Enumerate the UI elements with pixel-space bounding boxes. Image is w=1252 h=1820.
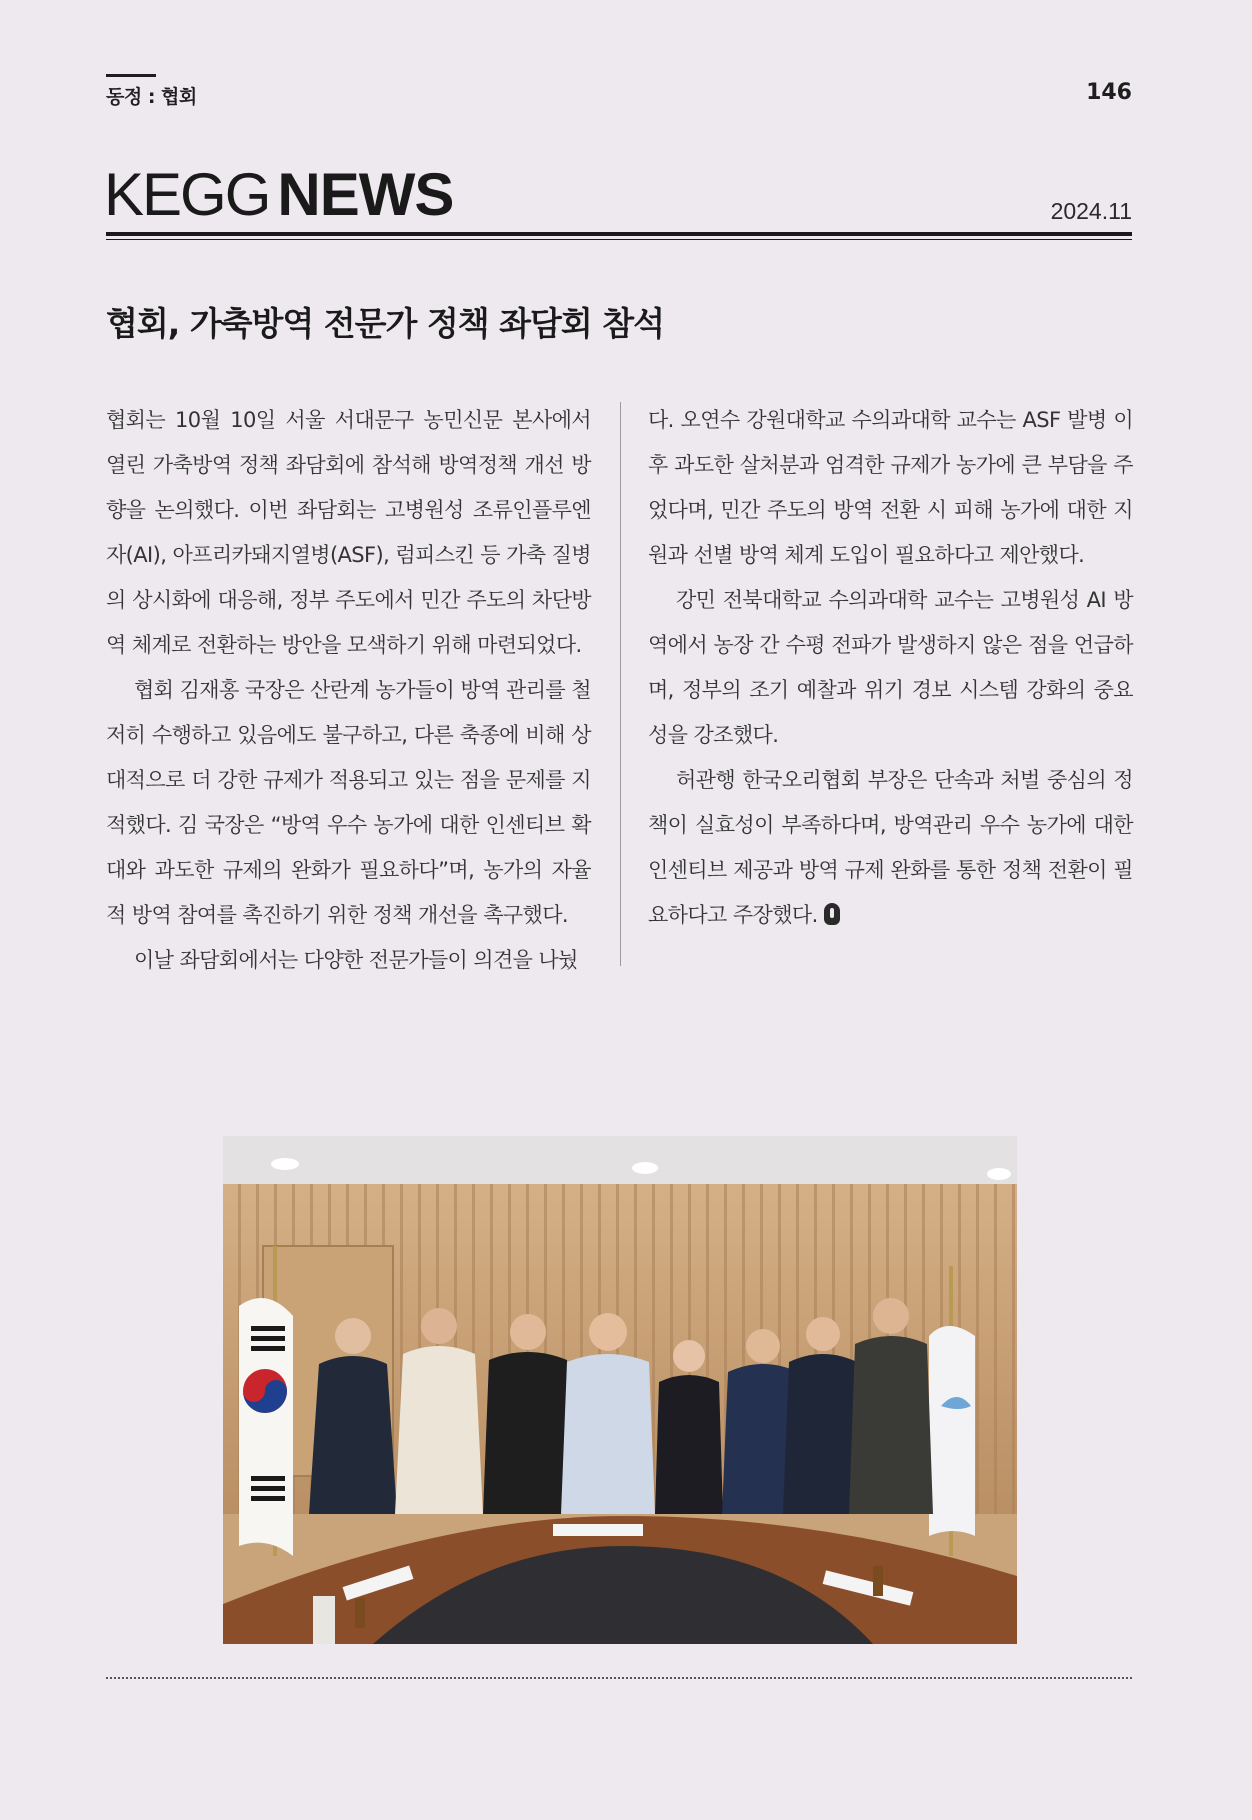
paragraph: 강민 전북대학교 수의과대학 교수는 고병원성 AI 방역에서 농장 간 수평 전파가 발생하지 않은 점을 언급하며, 정부의 조기 예찰과 위기 경보 시스템 강화의 중요성을 강조했다. xyxy=(648,588,1133,747)
bottom-dotted-rule xyxy=(106,1677,1132,1679)
group-photo xyxy=(223,1136,1017,1644)
page-number: 146 xyxy=(1086,80,1132,105)
section-tag-rule xyxy=(106,74,156,77)
article-right-column xyxy=(648,398,1133,938)
masthead-kegg: KEGG xyxy=(104,161,270,228)
paragraph: 이날 좌담회에서는 다양한 전문가들이 의견을 나눴 xyxy=(134,948,578,972)
group-photo-illustration xyxy=(223,1136,1017,1644)
issue-date: 2024.11 xyxy=(1050,198,1132,224)
masthead-rule-thin xyxy=(106,239,1132,240)
paragraph-last xyxy=(648,758,1133,938)
section-tag: 동정 : 협회 xyxy=(106,86,197,108)
masthead-rule-thick xyxy=(106,232,1132,236)
article-end-icon xyxy=(824,903,840,925)
paragraph: 다. 오연수 강원대학교 수의과대학 교수는 ASF 발병 이후 과도한 살처분과 엄격한 규제가 농가에 큰 부담을 주었다며, 민간 주도의 방역 전환 시 피해 농가에 대한 지원과 선별 방역 체계 도입이 필요하다고 제안했다. xyxy=(648,408,1133,567)
column-divider xyxy=(620,402,621,966)
masthead-news: NEWS xyxy=(277,161,454,228)
paragraph: 협회는 10월 10일 서울 서대문구 농민신문 본사에서 열린 가축방역 정책 좌담회에 참석해 방역정책 개선 방향을 논의했다. 이번 좌담회는 고병원성 조류인플루엔자(AI), 아프리카돼지열병(ASF), 럼피스킨 등 가축 질병의 상시화에 대응해, 정부 주도에서 민간 주도의 차단방역 체계로 전환하는 방안을 모색하기 위해 마련되었다. xyxy=(106,408,591,657)
article-left-column xyxy=(106,398,591,983)
masthead xyxy=(104,160,453,230)
paragraph-text: 허관행 한국오리협회 부장은 단속과 처벌 중심의 정책이 실효성이 부족하다며, 방역관리 우수 농가에 대한 인센티브 제공과 방역 규제 완화를 통한 정책 전환이 필요하다고 주장했다. xyxy=(648,768,1133,927)
article-headline: 협회, 가축방역 전문가 정책 좌담회 참석 xyxy=(106,304,665,343)
paragraph: 협회 김재홍 국장은 산란계 농가들이 방역 관리를 철저히 수행하고 있음에도 불구하고, 다른 축종에 비해 상대적으로 더 강한 규제가 적용되고 있는 점을 문제를 지적했다. 김 국장은 “방역 우수 농가에 대한 인센티브 확대와 과도한 규제의 완화가 필요하다”며, 농가의 자율적 방역 참여를 촉진하기 위한 정책 개선을 촉구했다. xyxy=(106,678,591,927)
